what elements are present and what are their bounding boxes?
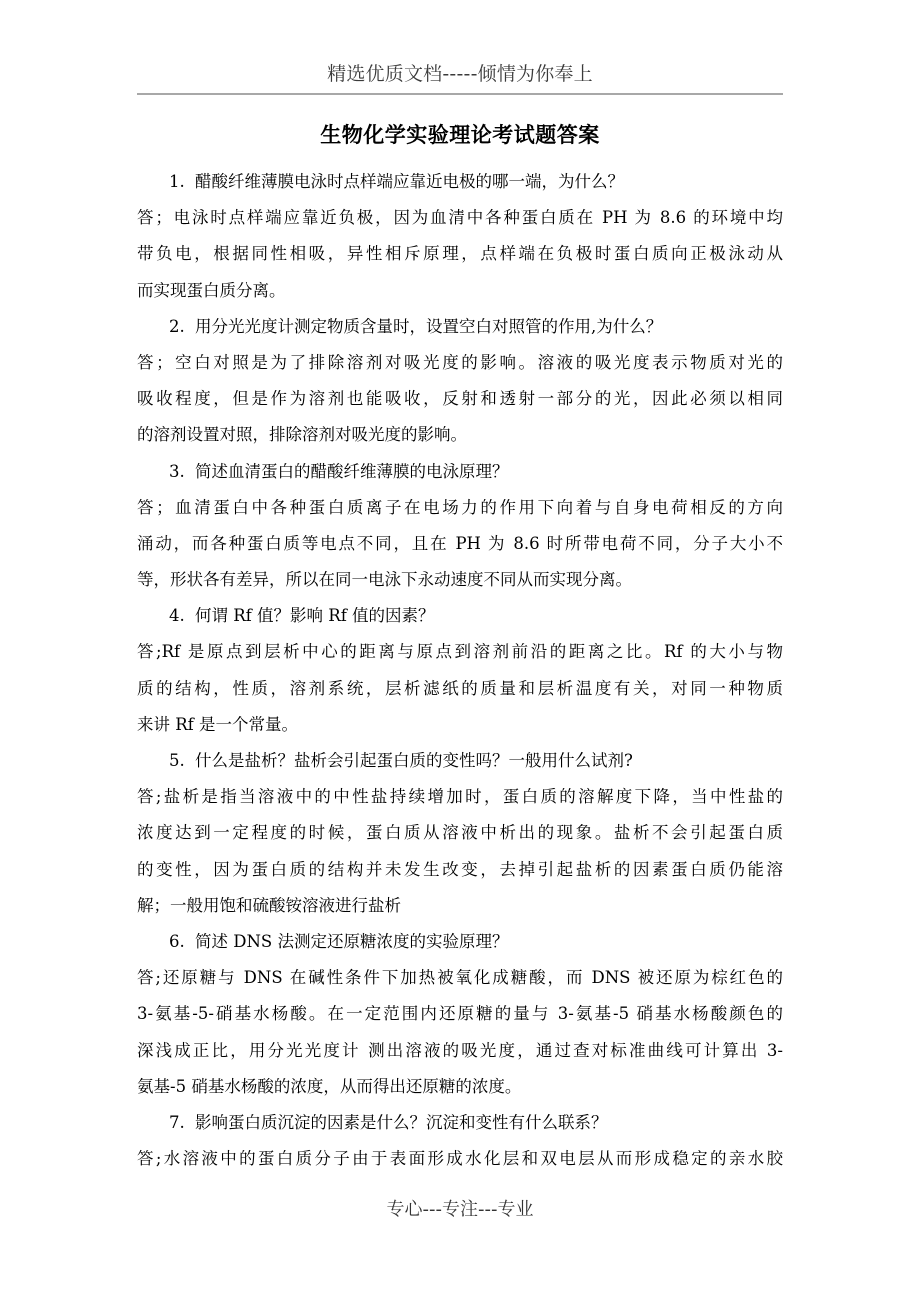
question-text: 简述血清蛋白的醋酸纤维薄膜的电泳原理？ (195, 461, 509, 481)
answer-line: 答;Rf 是原点到层析中心的距离与原点到溶剂前沿的距离之比。Rf 的大小与物 (137, 642, 783, 662)
answer-line: 涌动，而各种蛋白质等电点不同，且在 PH 为 8.6 时所带电荷不同，分子大小不 (137, 533, 783, 553)
question-number: 3. (169, 461, 185, 481)
question-number: 6. (169, 931, 185, 951)
answer-line: 而实现蛋白质分离。 (137, 280, 286, 300)
answer-line: 的溶剂设置对照，排除溶剂对吸光度的影响。 (137, 425, 467, 445)
qa-item-1 (137, 164, 783, 309)
header-divider (137, 93, 783, 95)
question-text: 醋酸纤维薄膜电泳时点样端应靠近电极的哪一端，为什么？ (195, 172, 624, 191)
answer-line: 带负电，根据同性相吸，异性相斥原理，点样端在负极时蛋白质向正极泳动从 (137, 244, 783, 264)
qa-item-4 (137, 598, 783, 743)
answer-line: 深浅成正比，用分光光度计 测出溶液的吸光度，通过查对标准曲线可计算出 3- (137, 1040, 783, 1060)
question-3 (137, 454, 783, 490)
page-footer: 专心---专注---专业 (386, 1199, 534, 1220)
answer-line: 答；电泳时点样端应靠近负极，因为血清中各种蛋白质在 PH 为 8.6 的环境中均 (137, 208, 783, 228)
question-number: 7. (169, 1112, 185, 1132)
answer-line: 浓度达到一定程度的时候，蛋白质从溶液中析出的现象。盐析不会引起蛋白质 (137, 823, 783, 843)
page-header: 精选优质文档-----倾情为你奉上 (327, 63, 593, 85)
answer-line: 答；空白对照是为了排除溶剂对吸光度的影响。溶液的吸光度表示物质对光的 (137, 352, 783, 372)
qa-item-6 (137, 924, 783, 1105)
answer-line: 答;盐析是指当溶液中的中性盐持续增加时，蛋白质的溶解度下降，当中性盐的 (137, 787, 783, 807)
question-number: 2. (169, 316, 185, 336)
question-number: 4. (169, 606, 185, 626)
answer-line: 解；一般用饱和硫酸铵溶液进行盐析 (137, 895, 401, 915)
answer-line: 等，形状各有差异，所以在同一电泳下永动速度不同从而实现分离。 (137, 570, 632, 590)
question-text: 何谓 Rf 值？影响 Rf 值的因素？ (195, 606, 435, 626)
question-4 (137, 598, 783, 634)
document-body (137, 164, 783, 1177)
qa-item-5 (137, 743, 783, 924)
question-6 (137, 924, 783, 960)
answer-line: 质的结构，性质，溶剂系统，层析滤纸的质量和层析温度有关，对同一种物质 (137, 678, 783, 698)
question-text: 简述 DNS 法测定还原糖浓度的实验原理？ (195, 931, 509, 951)
question-5 (137, 743, 783, 779)
question-text: 影响蛋白质沉淀的因素是什么？沉淀和变性有什么联系？ (195, 1112, 608, 1132)
answer-line: 来讲 Rf 是一个常量。 (137, 714, 299, 734)
answer-line: 答;水溶液中的蛋白质分子由于表面形成水化层和双电层从而形成稳定的亲水胶 (137, 1149, 783, 1169)
answer-line: 答;还原糖与 DNS 在碱性条件下加热被氧化成糖酸，而 DNS 被还原为棕红色的 (137, 968, 783, 988)
qa-item-7 (137, 1105, 783, 1177)
answer-line: 氨基-5 硝基水杨酸的浓度，从而得出还原糖的浓度。 (137, 1076, 522, 1096)
answer-line: 3-氨基-5-硝基水杨酸。在一定范围内还原糖的量与 3-氨基-5 硝基水杨酸颜色的 (137, 1004, 783, 1024)
question-text: 用分光光度计测定物质含量时，设置空白对照管的作用,为什么？ (195, 316, 663, 336)
answer-line: 的变性，因为蛋白质的结构并未发生改变，去掉引起盐析的因素蛋白质仍能溶 (137, 859, 783, 879)
question-2 (137, 309, 783, 345)
question-7 (137, 1105, 783, 1141)
question-text: 什么是盐析？盐析会引起蛋白质的变性吗？一般用什么试剂? (195, 751, 633, 770)
document-title: 生物化学实验理论考试题答案 (320, 123, 600, 147)
question-1 (137, 164, 783, 200)
question-number: 1. (169, 172, 185, 191)
answer-line: 答；血清蛋白中各种蛋白质离子在电场力的作用下向着与自身电荷相反的方向 (137, 497, 783, 517)
qa-item-2 (137, 309, 783, 454)
question-number: 5. (169, 751, 185, 770)
qa-item-3 (137, 454, 783, 599)
answer-line: 吸收程度，但是作为溶剂也能吸收，反射和透射一部分的光，因此必须以相同 (137, 389, 783, 409)
